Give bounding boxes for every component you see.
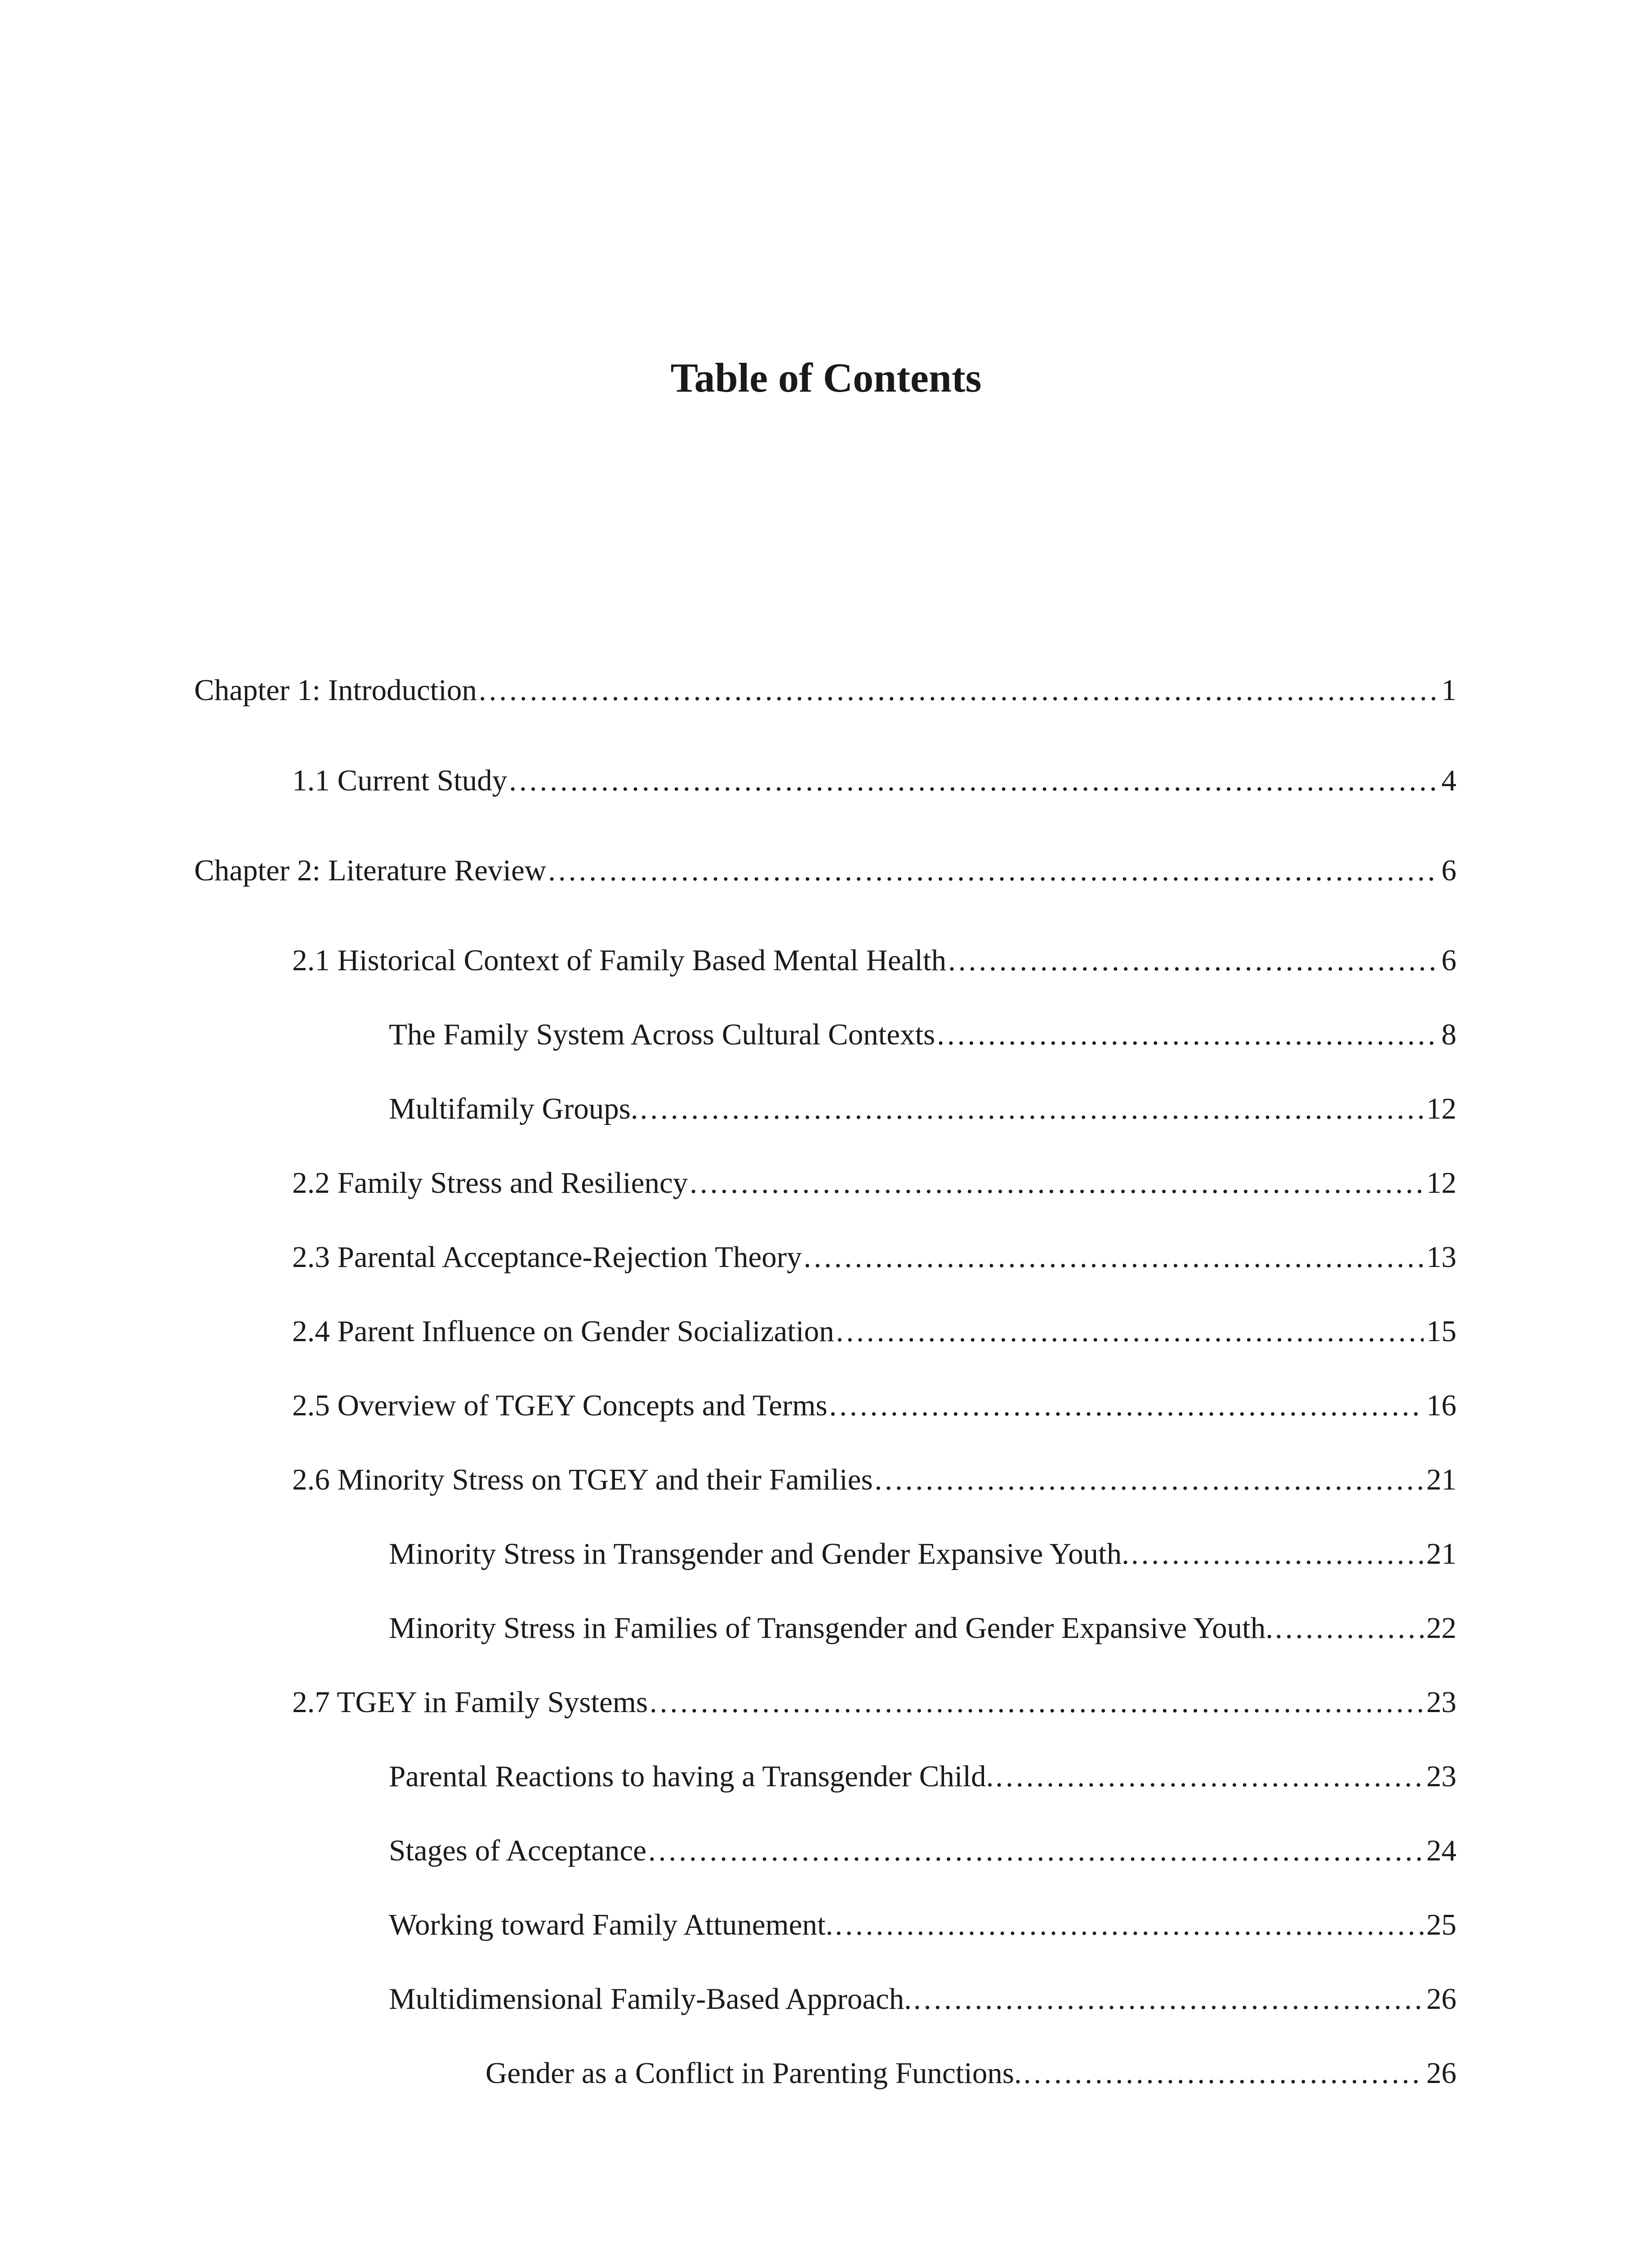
toc-entry-page: 16	[1426, 1389, 1456, 1422]
toc-entry[interactable]	[194, 852, 1456, 888]
toc-entry-title: 2.7 TGEY in Family Systems	[292, 1686, 648, 1719]
toc-entry-title: 1.1 Current Study	[292, 764, 508, 797]
toc-entry[interactable]	[292, 1313, 1456, 1349]
toc-entry[interactable]	[389, 1091, 1456, 1127]
toc-entry-title: Chapter 2: Literature Review	[194, 854, 547, 887]
toc-entry-page: 22	[1426, 1611, 1456, 1645]
toc-entry-title: Parental Reactions to having a Transgender Child.	[389, 1760, 994, 1793]
toc-entry[interactable]	[292, 763, 1456, 798]
dot-leader	[829, 1387, 1424, 1423]
dot-leader	[690, 1165, 1424, 1201]
toc-entry-page: 15	[1426, 1315, 1456, 1348]
toc-entry[interactable]	[292, 942, 1456, 978]
toc-entry[interactable]	[389, 1981, 1456, 2017]
toc-entry[interactable]	[389, 1017, 1456, 1053]
dot-leader	[995, 1758, 1424, 1794]
toc-entry-title: Stages of Acceptance	[389, 1834, 646, 1867]
toc-entry-title: 2.2 Family Stress and Resiliency	[292, 1166, 688, 1200]
toc-entry-page: 8	[1441, 1018, 1456, 1051]
dot-leader	[1024, 2055, 1424, 2091]
dot-leader	[1275, 1610, 1424, 1646]
toc-entry-page: 6	[1441, 944, 1456, 977]
toc-entry[interactable]	[292, 1462, 1456, 1498]
toc-entry-title: Chapter 1: Introduction	[194, 674, 477, 707]
dot-leader	[509, 763, 1438, 798]
toc-entry-page: 21	[1426, 1537, 1456, 1570]
toc-entry[interactable]	[389, 1610, 1456, 1646]
toc-entry-page: 1	[1441, 674, 1456, 707]
toc-entry[interactable]	[485, 2055, 1456, 2091]
dot-leader	[836, 1313, 1424, 1349]
toc-entry-title: Multidimensional Family-Based Approach.	[389, 1982, 912, 2016]
toc-entry-title: 2.1 Historical Context of Family Based Mental Health	[292, 944, 947, 977]
toc-entry-page: 12	[1426, 1166, 1456, 1200]
toc-entry-page: 26	[1426, 2056, 1456, 2090]
dot-leader	[1131, 1536, 1424, 1572]
toc-entry-title: 2.3 Parental Acceptance-Rejection Theory	[292, 1240, 802, 1274]
dot-leader	[479, 672, 1439, 708]
toc-entry-page: 21	[1426, 1463, 1456, 1496]
toc-entry-page: 6	[1441, 854, 1456, 887]
dot-leader	[804, 1239, 1424, 1275]
toc-entry-page: 23	[1426, 1760, 1456, 1793]
dot-leader	[913, 1981, 1424, 2017]
dot-leader	[937, 1017, 1438, 1053]
toc-entry[interactable]	[389, 1536, 1456, 1572]
toc-entry[interactable]	[292, 1165, 1456, 1201]
toc-entry-title: Multifamily Groups.	[389, 1092, 638, 1125]
toc-entry-title: Minority Stress in Transgender and Gender Expansive Youth.	[389, 1537, 1129, 1570]
toc-entry-page: 23	[1426, 1686, 1456, 1719]
toc-entry-title: 2.6 Minority Stress on TGEY and their Families	[292, 1463, 873, 1496]
toc-entry-page: 13	[1426, 1240, 1456, 1274]
toc-entry[interactable]	[389, 1833, 1456, 1869]
toc-entry[interactable]	[292, 1239, 1456, 1275]
dot-leader	[835, 1907, 1424, 1943]
dot-leader	[650, 1684, 1424, 1720]
toc-entry-title: Working toward Family Attunement.	[389, 1908, 833, 1941]
toc-entry[interactable]	[292, 1684, 1456, 1720]
toc-entry-page: 12	[1426, 1092, 1456, 1125]
toc-entry-page: 24	[1426, 1834, 1456, 1867]
toc-entry[interactable]	[389, 1758, 1456, 1794]
toc-entry-page: 26	[1426, 1982, 1456, 2016]
dot-leader	[548, 852, 1438, 888]
toc-entry[interactable]	[292, 1387, 1456, 1423]
toc-entry-title: Minority Stress in Families of Transgender and Gender Expansive Youth.	[389, 1611, 1274, 1645]
dot-leader	[648, 1833, 1424, 1869]
dot-leader	[640, 1091, 1424, 1127]
dot-leader	[948, 942, 1438, 978]
toc-entry[interactable]	[194, 672, 1456, 708]
toc-entry-title: The Family System Across Cultural Contexts	[389, 1018, 935, 1051]
dot-leader	[875, 1462, 1424, 1498]
page-title: Table of Contents	[670, 355, 982, 401]
toc-entry-page: 4	[1441, 764, 1456, 797]
toc-entry[interactable]	[389, 1907, 1456, 1943]
toc-entry-title: 2.5 Overview of TGEY Concepts and Terms	[292, 1389, 828, 1422]
toc-entry-title: 2.4 Parent Influence on Gender Socialization	[292, 1315, 834, 1348]
toc-entry-page: 25	[1426, 1908, 1456, 1941]
toc-entry-title: Gender as a Conflict in Parenting Functions.	[485, 2056, 1022, 2090]
